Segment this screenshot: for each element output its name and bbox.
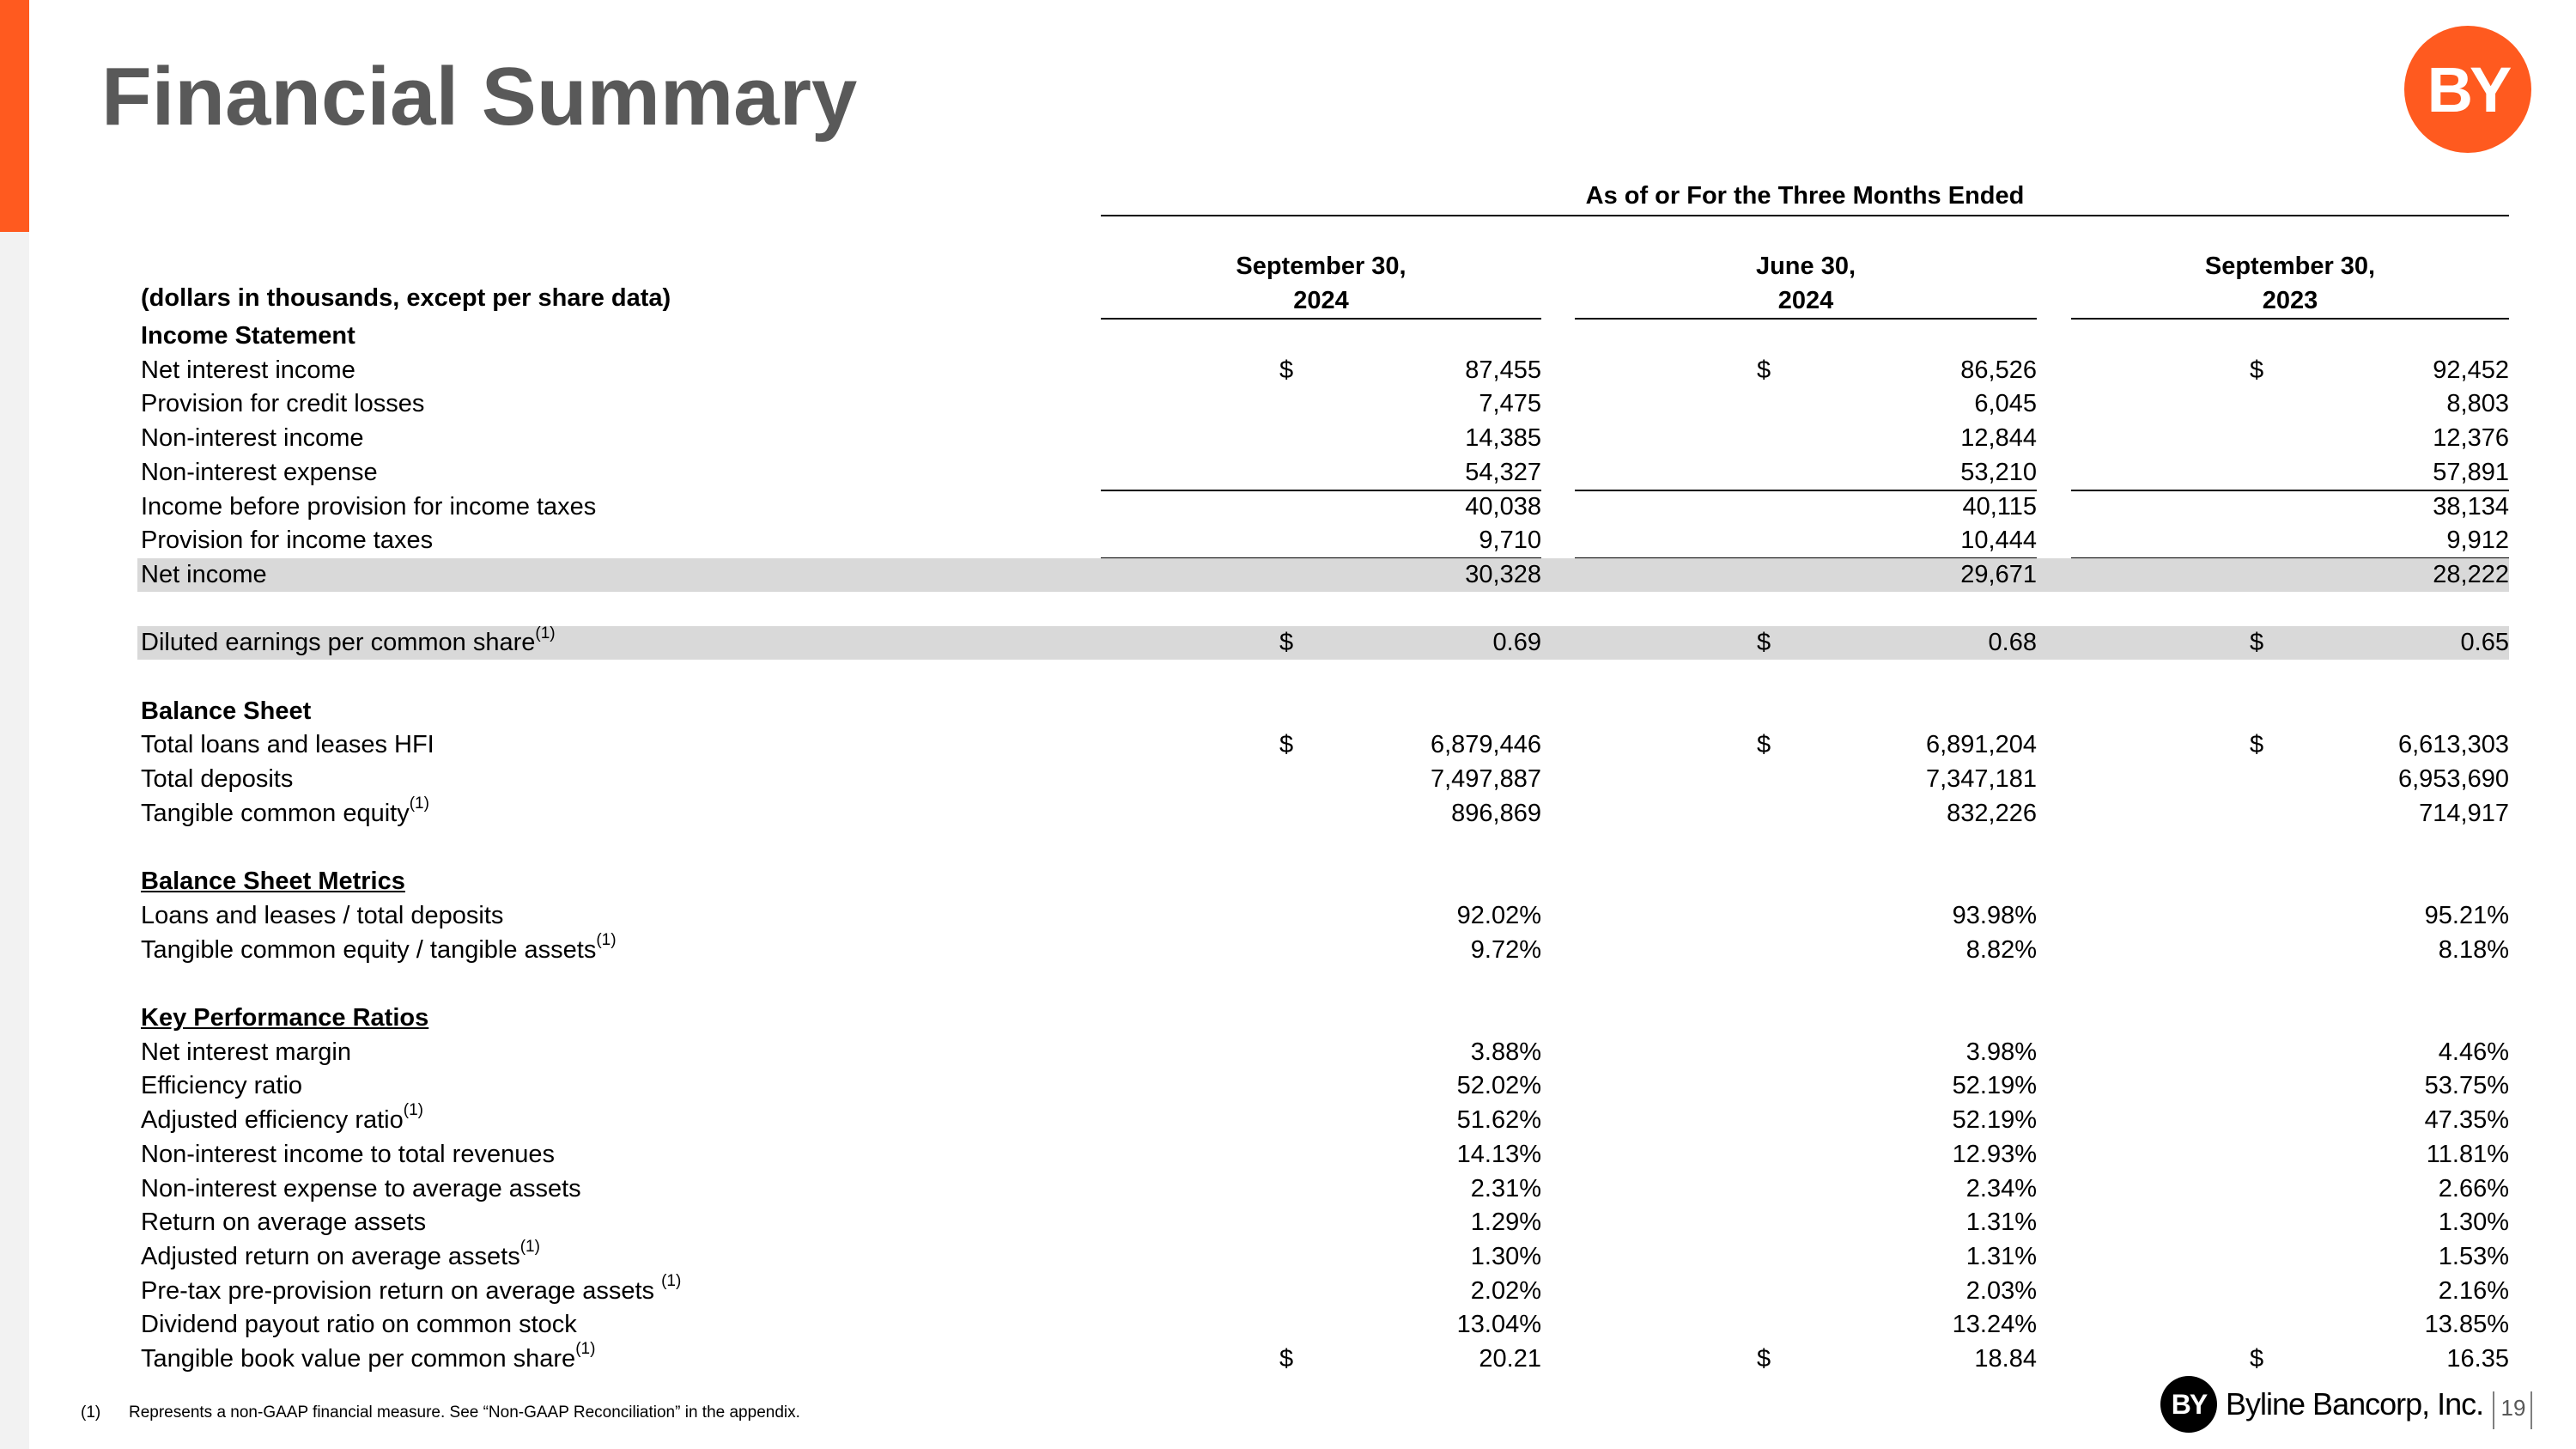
- footnote-reference: (1): [575, 1340, 596, 1359]
- cell-value: 1.30%: [1470, 1242, 1541, 1270]
- row-label: [141, 1240, 540, 1274]
- section-heading: [141, 1002, 428, 1035]
- currency-symbol: $: [1757, 731, 1771, 759]
- row-label: [141, 422, 364, 455]
- page-title: Financial Summary: [101, 51, 858, 143]
- period-header-rule: [1101, 215, 2509, 216]
- cell-value: 7,497,887: [1430, 765, 1541, 794]
- row-label: [141, 354, 355, 387]
- footnote-reference: (1): [535, 624, 556, 642]
- cell-value: 8.82%: [1965, 935, 2037, 964]
- row-label: [141, 387, 424, 421]
- cell-value: 54,327: [1465, 458, 1541, 486]
- spacer-row: [137, 593, 2509, 626]
- row-label: [141, 456, 378, 490]
- cell-value: 1.53%: [2438, 1242, 2509, 1270]
- row-label-text: Tangible common equity: [141, 799, 410, 827]
- page-number-divider: [2493, 1391, 2494, 1429]
- row-label-text: Tangible common equity / tangible assets: [141, 935, 597, 964]
- table-row: [137, 1271, 2509, 1308]
- table-row: [137, 1101, 2509, 1137]
- cell-value: 6,879,446: [1430, 731, 1541, 759]
- footnote-reference: (1): [403, 1101, 423, 1120]
- column-header-1: [1101, 249, 1541, 320]
- table-row: [137, 1240, 2509, 1274]
- cell-value: 6,953,690: [2397, 765, 2509, 794]
- cell-value: 52.19%: [1952, 1072, 2037, 1100]
- table-row: [137, 1172, 2509, 1206]
- table-row: [137, 456, 2509, 490]
- currency-symbol: $: [1757, 1345, 1771, 1373]
- table-row: [137, 1342, 2509, 1376]
- cell-value: 714,917: [2419, 799, 2509, 827]
- currency-symbol: $: [2250, 629, 2264, 657]
- cell-value: 4.46%: [2438, 1038, 2509, 1066]
- row-label: [141, 1342, 595, 1376]
- cell-value: 6,891,204: [1925, 731, 2037, 759]
- row-label: [141, 1308, 577, 1342]
- currency-symbol: $: [1279, 629, 1294, 657]
- row-label-text: Total loans and leases HFI: [141, 731, 434, 759]
- row-label: [141, 1101, 423, 1137]
- cell-value: 1.31%: [1965, 1242, 2037, 1270]
- row-label-text: Balance Sheet Metrics: [141, 868, 405, 896]
- cell-value: 3.98%: [1965, 1038, 2037, 1066]
- row-label: [141, 558, 267, 592]
- cell-value: 6,045: [1974, 390, 2037, 418]
- cell-value: 2.03%: [1965, 1276, 2037, 1305]
- column-header-date: September 30,: [2204, 253, 2376, 280]
- row-label-text: Diluted earnings per common share: [141, 629, 536, 657]
- row-label-text: Pre-tax pre-provision return on average assets: [141, 1276, 662, 1305]
- byline-logo-icon: BY: [2404, 26, 2531, 153]
- row-label-text: Non-interest income: [141, 424, 364, 453]
- cell-value: 57,891: [2433, 458, 2509, 486]
- table-row: [137, 387, 2509, 421]
- section-heading: [141, 865, 405, 898]
- table-row: [137, 1036, 2509, 1069]
- row-label: [141, 524, 433, 557]
- footnote-marker: (1): [81, 1403, 101, 1422]
- currency-symbol: $: [2250, 731, 2264, 759]
- row-label-text: Non-interest income to total revenues: [141, 1140, 555, 1168]
- row-label: [141, 626, 556, 660]
- cell-value: 0.69: [1492, 629, 1541, 657]
- row-label-text: Net interest income: [141, 356, 355, 384]
- column-header-year: 2023: [2262, 287, 2318, 314]
- row-label-text: Income before provision for income taxes: [141, 492, 597, 521]
- row-label: [141, 728, 434, 762]
- brand-footer: [2160, 1376, 2483, 1433]
- row-label-text: Provision for income taxes: [141, 527, 434, 555]
- cell-value: 7,347,181: [1925, 765, 2037, 794]
- row-label: [141, 490, 596, 524]
- cell-value: 14.13%: [1456, 1140, 1541, 1168]
- spacer-row: [137, 661, 2509, 694]
- byline-mark-icon: BY: [2160, 1376, 2217, 1433]
- row-label-text: Non-interest expense to average assets: [141, 1174, 581, 1202]
- table-row: [137, 930, 2509, 967]
- cell-value: 95.21%: [2424, 901, 2509, 929]
- table-row: [137, 626, 2509, 660]
- cell-value: 12,376: [2433, 424, 2509, 453]
- row-label-text: Return on average assets: [141, 1209, 427, 1237]
- table-row: [137, 899, 2509, 933]
- row-label: [141, 1206, 426, 1239]
- row-label-text: Provision for credit losses: [141, 390, 425, 418]
- table-row: [137, 763, 2509, 796]
- cell-value: 2.02%: [1470, 1276, 1541, 1305]
- cell-value: 52.19%: [1952, 1106, 2037, 1135]
- currency-symbol: $: [1279, 356, 1294, 384]
- cell-value: 10,444: [1960, 527, 2037, 555]
- cell-value: 832,226: [1947, 799, 2037, 827]
- cell-value: 29,671: [1960, 560, 2037, 588]
- currency-symbol: $: [2250, 356, 2264, 384]
- page-number: 19: [2500, 1395, 2526, 1421]
- cell-value: 12.93%: [1952, 1140, 2037, 1168]
- row-label: [141, 1036, 351, 1069]
- footnote-text: Represents a non-GAAP financial measure. See “Non-GAAP Reconciliation” in the appendix.: [129, 1403, 800, 1422]
- cell-value: 40,115: [1962, 492, 2037, 521]
- table-row: [137, 558, 2509, 592]
- row-label: [141, 1172, 581, 1206]
- cell-value: 87,455: [1465, 356, 1541, 384]
- row-label: [141, 797, 429, 831]
- footnote-reference: (1): [409, 795, 429, 813]
- footnote: [81, 1403, 800, 1422]
- section-heading-row: [137, 320, 2509, 353]
- brand-name: Byline Bancorp, Inc.: [2226, 1386, 2484, 1422]
- cell-value: 92.02%: [1456, 901, 1541, 929]
- spacer-row: [137, 967, 2509, 1001]
- row-label-text: Adjusted efficiency ratio: [141, 1106, 404, 1135]
- table-row: [137, 524, 2509, 557]
- row-label: [141, 1138, 555, 1172]
- section-heading-row: [137, 865, 2509, 898]
- cell-value: 12,844: [1960, 424, 2037, 453]
- section-heading: [141, 320, 355, 353]
- cell-value: 9.72%: [1470, 935, 1541, 964]
- row-label-text: Adjusted return on average assets: [141, 1242, 520, 1270]
- currency-symbol: $: [1757, 356, 1771, 384]
- cell-value: 0.68: [1988, 629, 2037, 657]
- period-header: As of or For the Three Months Ended: [1585, 182, 2025, 210]
- row-label: [141, 1271, 682, 1308]
- cell-value: 47.35%: [2424, 1106, 2509, 1135]
- section-heading-row: [137, 695, 2509, 728]
- currency-symbol: $: [1279, 1345, 1294, 1373]
- footnote-reference: (1): [661, 1271, 682, 1290]
- row-label-text: Balance Sheet: [141, 697, 312, 725]
- column-header-3: [2071, 249, 2509, 320]
- row-label-text: Efficiency ratio: [141, 1072, 303, 1100]
- cell-value: 13.24%: [1952, 1311, 2037, 1339]
- cell-value: 93.98%: [1952, 901, 2037, 929]
- cell-value: 53,210: [1960, 458, 2037, 486]
- table-row: [137, 1206, 2509, 1239]
- section-heading-row: [137, 1002, 2509, 1035]
- row-label-text: Net interest margin: [141, 1038, 351, 1066]
- cell-value: 13.04%: [1456, 1311, 1541, 1339]
- table-row: [137, 728, 2509, 762]
- column-header-year: 2024: [1777, 287, 1834, 314]
- footnote-reference: (1): [596, 930, 617, 949]
- section-heading: [141, 695, 311, 728]
- row-label-text: Dividend payout ratio on common stock: [141, 1311, 577, 1339]
- cell-value: 40,038: [1465, 492, 1541, 521]
- spacer-row: [137, 831, 2509, 865]
- cell-value: 1.31%: [1965, 1209, 2037, 1237]
- cell-value: 9,912: [2446, 527, 2509, 555]
- row-label-text: Loans and leases / total deposits: [141, 901, 504, 929]
- table-row: [137, 797, 2509, 831]
- cell-value: 14,385: [1465, 424, 1541, 453]
- table-row: [137, 490, 2509, 524]
- cell-value: 38,134: [2433, 492, 2509, 521]
- cell-value: 52.02%: [1456, 1072, 1541, 1100]
- units-note: (dollars in thousands, except per share data): [141, 284, 671, 312]
- cell-value: 16.35: [2446, 1345, 2509, 1373]
- table-row: [137, 1308, 2509, 1342]
- row-label-text: Key Performance Ratios: [141, 1004, 429, 1032]
- cell-value: 2.66%: [2438, 1174, 2509, 1202]
- currency-symbol: $: [1757, 629, 1771, 657]
- left-accent-bar: [0, 0, 29, 232]
- cell-value: 53.75%: [2424, 1072, 2509, 1100]
- cell-value: 2.31%: [1470, 1174, 1541, 1202]
- cell-value: 3.88%: [1470, 1038, 1541, 1066]
- cell-value: 13.85%: [2424, 1311, 2509, 1339]
- cell-value: 51.62%: [1456, 1106, 1541, 1135]
- cell-value: 1.29%: [1470, 1209, 1541, 1237]
- row-label: [141, 899, 503, 933]
- row-label-text: Non-interest expense: [141, 458, 378, 486]
- row-label: [141, 1069, 302, 1103]
- cell-value: 86,526: [1960, 356, 2037, 384]
- cell-value: 8,803: [2446, 390, 2509, 418]
- row-label-text: Net income: [141, 560, 267, 588]
- cell-value: 11.81%: [2426, 1140, 2509, 1168]
- currency-symbol: $: [1279, 731, 1294, 759]
- cell-value: 7,475: [1479, 390, 1541, 418]
- column-header-2: [1575, 249, 2037, 320]
- cell-value: 92,452: [2433, 356, 2509, 384]
- column-header-date: June 30,: [1755, 253, 1856, 280]
- table-row: [137, 354, 2509, 387]
- table-row: [137, 1069, 2509, 1103]
- column-header-date: September 30,: [1236, 253, 1406, 280]
- cell-value: 6,613,303: [2397, 731, 2509, 759]
- table-row: [137, 422, 2509, 455]
- row-label-text: Income Statement: [141, 322, 355, 350]
- cell-value: 2.34%: [1965, 1174, 2037, 1202]
- currency-symbol: $: [2250, 1345, 2264, 1373]
- row-label-text: Tangible book value per common share: [141, 1345, 576, 1373]
- cell-value: 9,710: [1479, 527, 1541, 555]
- cell-value: 28,222: [2433, 560, 2509, 588]
- cell-value: 0.65: [2460, 629, 2509, 657]
- page-number-divider: [2530, 1391, 2532, 1429]
- footnote-reference: (1): [519, 1238, 540, 1257]
- table-row: [137, 1138, 2509, 1172]
- row-label-text: Total deposits: [141, 765, 294, 794]
- cell-value: 2.16%: [2438, 1276, 2509, 1305]
- cell-value: 8.18%: [2438, 935, 2509, 964]
- row-label: [141, 930, 617, 967]
- cell-value: 30,328: [1465, 560, 1541, 588]
- cell-value: 1.30%: [2438, 1209, 2509, 1237]
- column-header-year: 2024: [1293, 287, 1349, 314]
- cell-value: 20.21: [1479, 1345, 1541, 1373]
- row-label: [141, 763, 293, 796]
- cell-value: 18.84: [1974, 1345, 2037, 1373]
- cell-value: 896,869: [1451, 799, 1541, 827]
